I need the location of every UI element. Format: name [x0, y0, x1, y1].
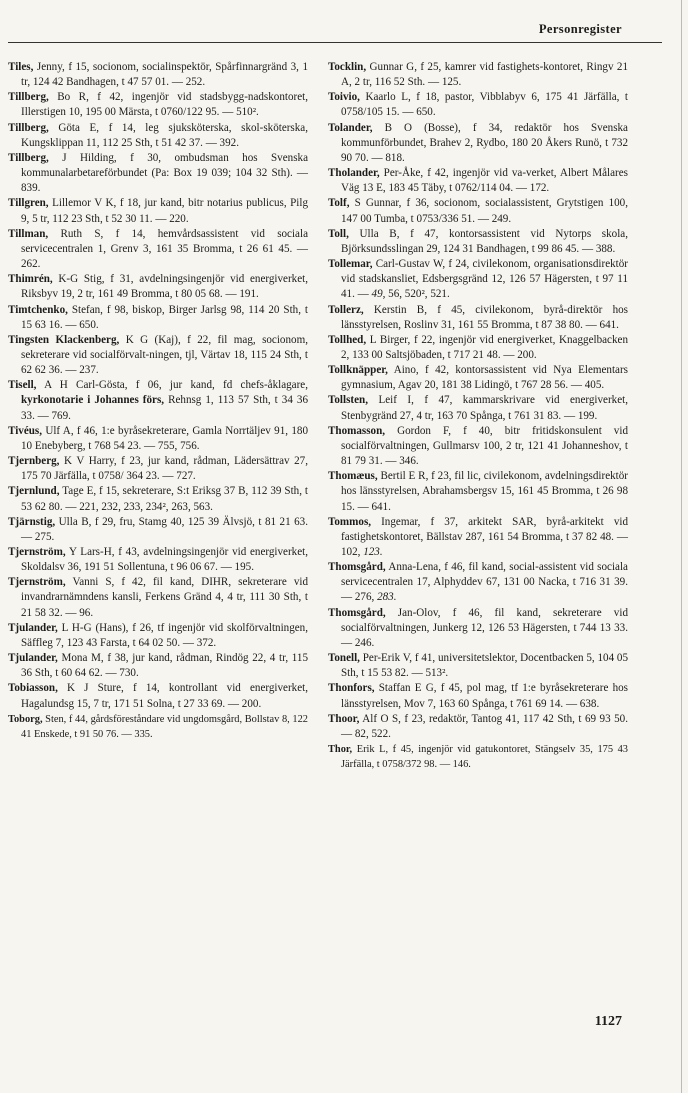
entry-surname: Tjärnstig, — [8, 515, 56, 528]
entry-details: J Hilding, f 30, ombudsman hos Svenska kommunalarbetareförbundet (Pa: Box 19 039; 104 32 Sth). — 839. — [21, 151, 308, 195]
entry-surname: Tingsten Klackenberg, — [8, 333, 120, 346]
entry-details: Leif I, f 47, kammarskrivare vid energiverket, Stenbygränd 27, 4 tr, 163 70 Spånga, t 761 31 83. — 199. — [341, 394, 628, 422]
register-entry — [8, 303, 308, 333]
register-entry — [328, 515, 628, 560]
entry-details: L Birger, f 22, ingenjör vid energiverket, Knaggelbacken 2, 133 00 Saltsjöbaden, t 717 21 48. — 200. — [341, 333, 628, 361]
entry-italic-ref: 49, — [371, 288, 386, 301]
register-entry — [8, 196, 308, 226]
entry-surname: Tolander, — [328, 121, 373, 134]
entry-details: K-G Stig, f 31, avdelningsingenjör vid energiverket, Riksbyv 19, 2 tr, 161 49 Bromma, t 80 05 68. — 191. — [21, 273, 308, 301]
entry-details: Gunnar G, f 25, kamrer vid fastighets-kontoret, Ringv 21 A, 2 tr, 116 52 Sth. — 125. — [341, 61, 628, 89]
entry-details: Lillemor V K, f 18, jur kand, bitr notarius publicus, Pilg 9, 5 tr, 112 23 Sth, t 52 30 11. — 220. — [21, 197, 308, 225]
entry-details: A H Carl-Gösta, f 06, jur kand, fd chefs-åklagare, — [36, 379, 308, 392]
entry-details: Ulla B, f 29, fru, Stamg 40, 125 39 Älvsjö, t 81 21 63. — 275. — [21, 515, 308, 543]
entry-details: Bertil E R, f 23, fil lic, civilekonom, avdelningsdirektör hos länsstyrelsen, Abrahamsbergsv 15, 161 45 Bromma, t 26 98 15. — 641. — [341, 470, 628, 513]
entry-details: Aino, f 42, kontorsassistent vid Nya Elementars gymnasium, Agav 20, 181 38 Lidingö, t 767 28 56. — 405. — [341, 364, 628, 392]
entry-details: B O (Bosse), f 34, redaktör hos Svenska kommunförbundet, Brahev 2, Rydbo, 180 20 Åkers Runö, t 732 90 70. — 818. — [341, 121, 628, 164]
entry-surname: Thomæus, — [328, 470, 378, 483]
register-entry — [328, 121, 628, 166]
register-entry — [8, 621, 308, 651]
entry-surname: Toivio, — [328, 91, 360, 104]
register-entry — [8, 424, 308, 454]
register-entry — [328, 363, 628, 393]
entry-surname: Tjernlund, — [8, 485, 60, 498]
entry-details: K V Harry, f 23, jur kand, rådman, Lädersättrav 27, 175 70 Järfälla, t 0758/ 364 23. — 727. — [21, 455, 308, 483]
entry-details: Bo R, f 42, ingenjör vid stadsbygg-nadskontoret, Illerstigen 10, 195 00 Märsta, t 0760/122 95. — 510². — [21, 91, 308, 119]
entry-details: Gordon F, f 40, bitr fritidskonsulent vid socialförvaltningen, Gullmarsv 100, 2 tr, 121 41 Johanneshov, t 81 79 31. — 346. — [341, 424, 628, 468]
entry-details: Ruth S, f 14, hemvårdsassistent vid sociala servicecentralen 1, Grenv 3, 161 35 Bromma, t 26 61 45. — 262. — [21, 227, 308, 271]
entry-surname: Timtchenko, — [8, 303, 68, 316]
entry-details-cont: Rehnsg 1, 113 57 Sth, t 34 36 33. — 769. — [21, 394, 308, 422]
register-entry — [8, 227, 308, 272]
register-entry — [328, 651, 628, 681]
entry-details: Jan-Olov, f 46, fil kand, sekreterare vid socialförvaltningen, Junkerg 12, 126 53 Hägersten, t 744 13 33. — 246. — [341, 606, 628, 649]
entry-surname: Tillman, — [8, 227, 49, 240]
entry-details: Carl-Gustav W, f 24, civilekonom, organisationsdirektör vid stadskansliet, Edsbergsgränd 12, 126 57 Hägersten, t 97 11 41. — — [341, 258, 628, 301]
entry-surname: Tonell, — [328, 652, 360, 665]
entry-surname: Tjernström, — [8, 546, 66, 558]
register-entry — [8, 454, 308, 484]
entry-bold-title: kyrkonotarie i Johannes förs, — [21, 394, 165, 407]
register-entry — [328, 742, 628, 772]
entry-details: Y Lars-H, f 43, avdelningsingenjör vid energiverket, Skoldalsv 36, 191 51 Sollentuna, t 96 06 67. — 195. — [21, 546, 308, 574]
entry-surname: Thomsgård, — [328, 606, 386, 619]
entry-surname: Tommos, — [328, 515, 372, 528]
register-entry — [328, 257, 628, 302]
register-entry — [8, 378, 308, 423]
entry-details: L H-G (Hans), f 26, tf ingenjör vid skolförvaltningen, Säffleg 7, 123 43 Farsta, t 64 02 50. — 372. — [21, 621, 308, 649]
entry-details: Ulf A, f 46, 1:e byråsekreterare, Gamla Norrtäljev 91, 180 10 Enebyberg, t 768 54 23. — 755, 756. — [21, 424, 308, 452]
entry-surname: Tjulander, — [8, 652, 58, 665]
page-edge-line — [681, 0, 682, 1093]
register-entry — [328, 469, 628, 514]
page-number: 1127 — [594, 1014, 622, 1029]
entry-surname: Tollsten, — [328, 394, 368, 407]
entry-italic-ref: 123. — [363, 546, 383, 558]
register-entry — [328, 166, 628, 196]
register-entry — [8, 681, 308, 711]
entry-surname: Tillberg, — [8, 121, 49, 134]
entry-details: Kerstin B, f 45, civilekonom, byrå-direktör hos länsstyrelsen, Roslinv 31, 161 55 Bromma, t 87 38 80. — 641. — [341, 303, 628, 331]
entry-surname: Thimrén, — [8, 273, 53, 286]
register-entry — [8, 151, 308, 196]
register-entry — [328, 333, 628, 363]
register-entry — [328, 712, 628, 742]
right-column — [328, 60, 628, 772]
entry-surname: Tillgren, — [8, 197, 49, 210]
register-entry — [8, 515, 308, 545]
left-column — [8, 60, 308, 742]
register-entry — [328, 393, 628, 423]
register-entry — [8, 90, 308, 120]
entry-surname: Tollerz, — [328, 303, 364, 316]
entry-details: Anna-Lena, f 46, fil kand, social-assistent vid sociala servicecentralen 17, Alphyddev 67, 131 00 Nacka, t 716 31 39. — 276, — [341, 561, 628, 604]
entry-details: Vanni S, f 42, fil kand, DIHR, sekreterare vid invandrarnämndens kansli, Ferkens Gränd 4, 4 tr, 111 30 Sth, t 21 58 32. — 96. — [21, 576, 308, 619]
entry-details: S Gunnar, f 36, socionom, socialassistent, Grytstigen 100, 147 00 Tumba, t 0753/336 51. — 249. — [341, 197, 628, 225]
register-entry — [8, 575, 308, 620]
register-entry — [8, 333, 308, 378]
entry-surname: Thomsgård, — [328, 561, 386, 574]
entry-details: K G (Kaj), f 22, fil mag, socionom, sekreterare vid socialförvalt-ningen, tjl, Värtav 18, 115 24 Sth, t 62 62 36. — 237. — [21, 333, 308, 377]
entry-details: Sten, f 44, gårdsföreståndare vid ungdomsgård, Bollstav 8, 122 41 Enskede, t 91 50 76. — 335. — [21, 713, 308, 740]
entry-details-cont: 56, 520², 521. — [385, 288, 450, 301]
entry-details: Staffan E G, f 45, pol mag, tf 1:e byråsekreterare hos länsstyrelsen, Mov 7, 163 60 Spånga, t 761 69 14. — 638. — [341, 682, 628, 710]
register-entry — [328, 424, 628, 469]
entry-surname: Tiles, — [8, 61, 34, 73]
register-entry — [8, 651, 308, 681]
entry-details: Per-Åke, f 42, ingenjör vid va-verket, Albert Målares Väg 13 E, 183 45 Täby, t 0762/114 04. — 172. — [341, 167, 628, 195]
register-entry — [328, 227, 628, 257]
entry-details: K J Sture, f 14, kontrollant vid energiverket, Hagalundsg 15, 7 tr, 171 51 Solna, t 27 33 69. — 200. — [21, 682, 308, 710]
entry-surname: Tollknäpper, — [328, 364, 388, 377]
running-header: Personregister — [538, 22, 622, 36]
register-entry — [328, 90, 628, 120]
register-entry — [8, 60, 308, 90]
entry-surname: Tollemar, — [328, 258, 373, 271]
entry-surname: Toll, — [328, 227, 349, 240]
register-entry — [328, 60, 628, 90]
entry-surname: Tillberg, — [8, 91, 49, 104]
entry-surname: Tisell, — [8, 379, 37, 392]
entry-details: Jenny, f 15, socionom, socialinspektör, Spårfinnargränd 3, 1 tr, 124 42 Bandhagen, t 47 57 01. — 252. — [21, 61, 308, 89]
entry-surname: Tivéus, — [8, 424, 43, 437]
register-entry — [8, 484, 308, 514]
entry-surname: Tocklin, — [328, 61, 367, 73]
entry-details: Göta E, f 14, leg sjuksköterska, skol-sköterska, Kungsklippan 11, 112 25 Sth, t 51 42 37. — 392. — [21, 121, 308, 149]
entry-details: Per-Erik V, f 41, universitetslektor, Docentbacken 5, 104 05 Sth, t 15 53 82. — 513². — [341, 652, 628, 680]
register-entry — [328, 303, 628, 333]
entry-details: Kaarlo L, f 18, pastor, Vibblabyv 6, 175 41 Järfälla, t 0758/105 15. — 650. — [341, 91, 628, 119]
register-entry — [8, 272, 308, 302]
entry-details: Tage E, f 15, sekreterare, S:t Eriksg 37 B, 112 39 Sth, t 53 62 80. — 221, 232, 233, 234², 263, 563. — [21, 485, 308, 513]
register-entry — [328, 681, 628, 711]
entry-details: Erik L, f 45, ingenjör vid gatukontoret, Stängselv 35, 175 43 Järfälla, t 0758/372 98. — 146. — [341, 744, 628, 771]
entry-surname: Thoor, — [328, 712, 360, 725]
entry-surname: Toborg, — [8, 713, 43, 725]
entry-details: Mona M, f 38, jur kand, rådman, Rindög 22, 4 tr, 115 36 Sth, t 60 64 62. — 730. — [21, 652, 308, 680]
register-entry — [328, 606, 628, 651]
entry-details: Ingemar, f 37, arkitekt SAR, byrå-arkitekt vid fastighetskontoret, Bällstav 287, 161 54 Bromma, t 37 82 48. — 102, — [341, 515, 628, 558]
entry-surname: Tobiasson, — [8, 682, 58, 695]
entry-surname: Tjernström, — [8, 576, 66, 589]
entry-surname: Tollhed, — [328, 333, 367, 346]
entry-details: Ulla B, f 47, kontorsassistent vid Nytorps skola, Björksundsslingan 29, 124 31 Bandhagen, t 99 86 45. — 388. — [341, 227, 628, 255]
entry-details: Stefan, f 98, biskop, Birger Jarlsg 98, 114 20 Sth, t 15 63 16. — 650. — [21, 303, 308, 331]
entry-surname: Thor, — [328, 744, 353, 756]
entry-surname: Thomasson, — [328, 424, 386, 437]
entry-surname: Tjulander, — [8, 621, 58, 634]
register-entry — [328, 560, 628, 605]
register-entry — [8, 545, 308, 575]
register-entry — [8, 712, 308, 742]
entry-details: Alf O S, f 23, redaktör, Tantog 41, 117 42 Sth, t 69 93 50. — 82, 522. — [341, 712, 628, 740]
entry-surname: Thonfors, — [328, 682, 375, 695]
entry-surname: Tholander, — [328, 167, 380, 180]
register-entry — [8, 121, 308, 151]
header-rule — [8, 42, 662, 43]
entry-surname: Tolf, — [328, 197, 350, 210]
entry-surname: Tillberg, — [8, 151, 49, 164]
entry-italic-ref: 283. — [377, 591, 397, 604]
register-entry — [328, 196, 628, 226]
entry-surname: Tjernberg, — [8, 455, 60, 468]
